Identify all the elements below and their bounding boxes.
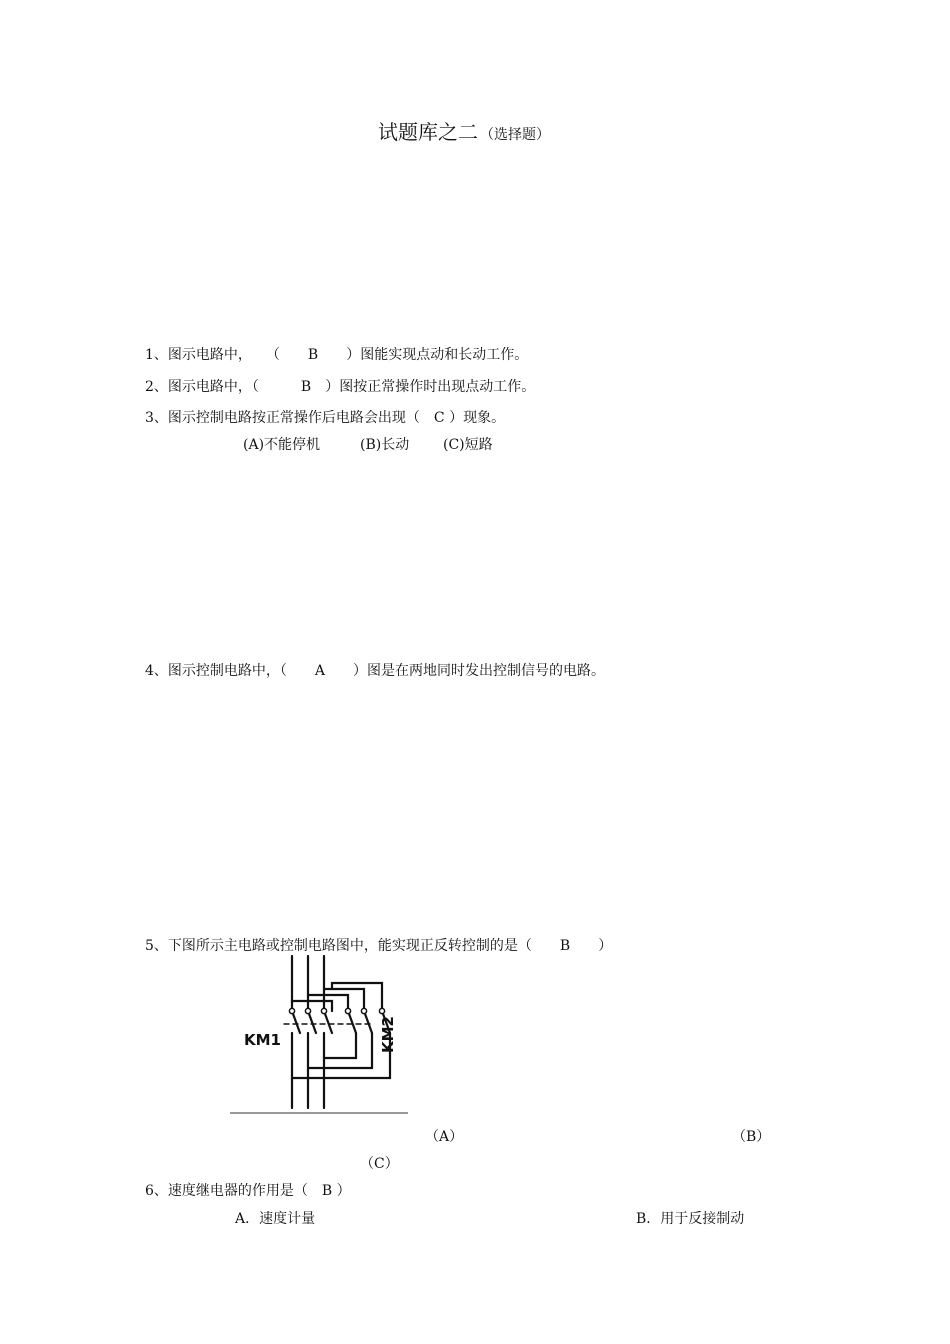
question-3: 3、图示控制电路按正常操作后电路会出现（ C ）现象。 [145,410,506,426]
page-title [378,116,550,145]
question-4: 4、图示控制电路中，（ A ）图是在两地同时发出控制信号的电路。 [145,663,606,679]
q5-label-a: （A） [425,1129,464,1145]
q3-option-a: (A)不能停机 [243,437,321,453]
q5-label-b: （B） [732,1129,771,1145]
q5-label-c: （C） [360,1156,399,1172]
label-km2: KM2 [379,1016,397,1053]
title-sub: （选择题） [480,127,550,143]
label-km1: KM1 [244,1031,281,1049]
q3-option-c: (C)短路 [443,437,493,453]
q6-option-b: B．用于反接制动 [636,1211,745,1227]
q3-option-b: (B)长动 [360,437,410,453]
question-1: 1、图示电路中， （ B ）图能实现点动和长动工作。 [145,347,529,363]
main-circuit-diagram [230,953,408,1114]
question-2: 2、图示电路中，（ B ）图按正常操作时出现点动工作。 [145,379,536,395]
title-main: 试题库之二 [378,120,478,144]
q6-option-a: A．速度计量 [235,1211,316,1227]
question-6: 6、速度继电器的作用是（ B ） [145,1183,351,1199]
question-5: 5、下图所示主电路或控制电路图中，能实现正反转控制的是（ B ） [145,938,613,954]
